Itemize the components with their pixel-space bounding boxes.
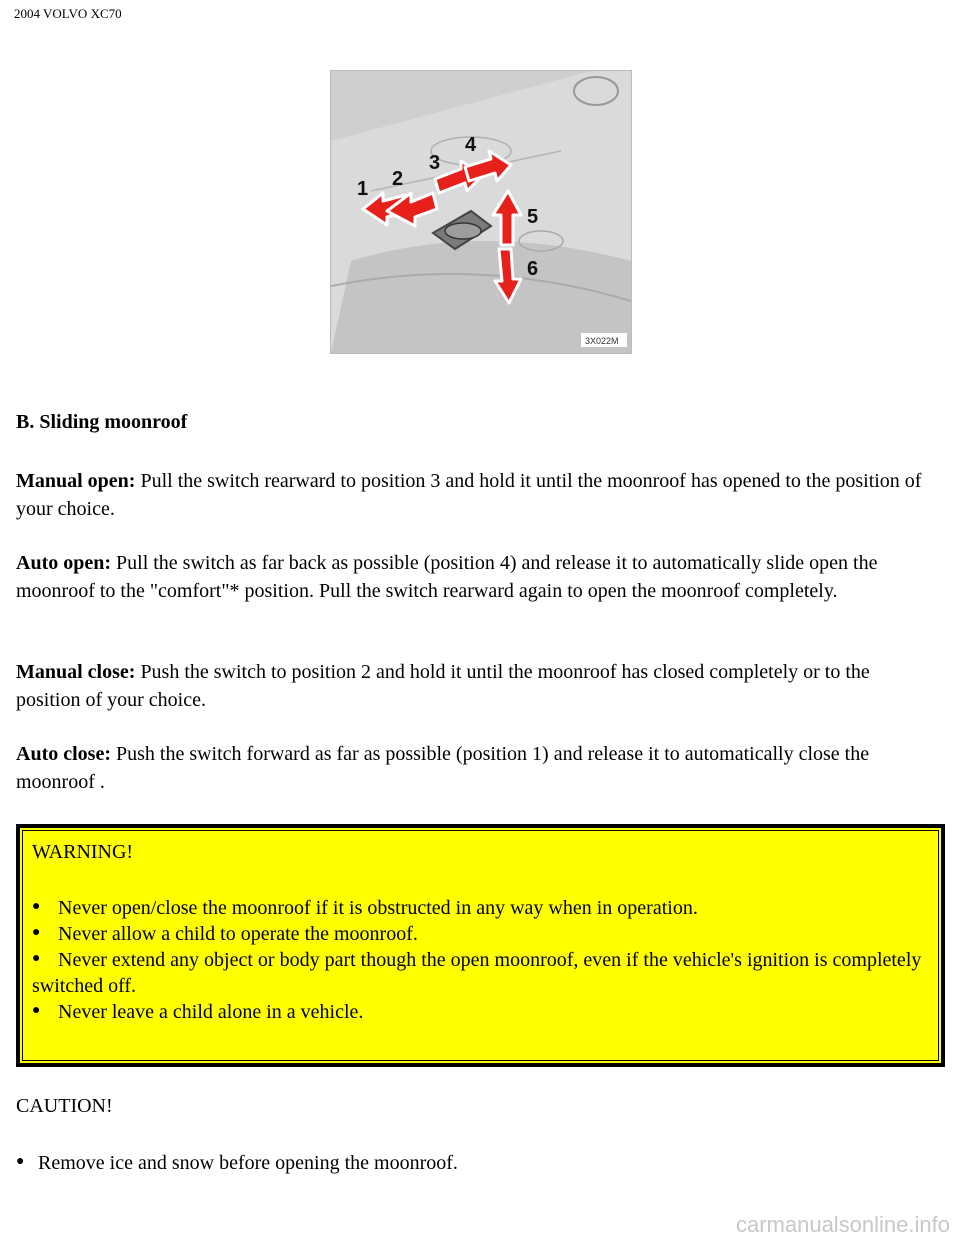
warning-item — [32, 895, 932, 921]
paragraph-label: Auto open: — [16, 552, 112, 574]
warning-box — [16, 824, 945, 1067]
paragraph-label: Manual close: — [16, 661, 136, 683]
paragraph-text: Pull the switch rearward to position 3 and hold it until the moonroof has opened to the position of your choice. — [16, 470, 922, 520]
warning-item — [32, 921, 932, 947]
warning-item — [32, 947, 932, 999]
paragraph-auto-open — [16, 549, 936, 605]
paragraph-text: Push the switch forward as far as possible (position 1) and release it to automatically close the moonroof . — [16, 743, 870, 793]
figure-label-6: 6 — [527, 258, 539, 280]
document-header: 2004 VOLVO XC70 — [14, 6, 122, 21]
bullet-icon: ● — [32, 925, 41, 940]
caution-item — [16, 1152, 458, 1175]
warning-box-inner — [22, 830, 939, 1061]
paragraph-text: Push the switch to position 2 and hold it until the moonroof has closed completely or to the position of your choice. — [16, 661, 870, 711]
warning-item — [32, 999, 932, 1025]
figure-label-3: 3 — [429, 152, 441, 174]
caution-item-text: Remove ice and snow before opening the moonroof. — [38, 1152, 458, 1174]
paragraph-manual-open — [16, 467, 936, 523]
paragraph-text: Pull the switch as far back as possible (position 4) and release it to automatically slide open the moonroof to the "comfort"* position. Pull the switch rearward again to open the moonroof completely. — [16, 552, 878, 602]
paragraph-label: Manual open: — [16, 470, 136, 492]
warning-title: WARNING! — [32, 841, 134, 863]
warning-item-text: Never allow a child to operate the moonroof. — [58, 923, 418, 945]
bullet-icon: ● — [32, 1003, 41, 1018]
figure-label-4: 4 — [465, 134, 477, 156]
caution-title: CAUTION! — [16, 1095, 113, 1117]
bullet-icon: ● — [16, 1154, 25, 1169]
figure-label-2: 2 — [392, 168, 404, 190]
warning-item-text: Never extend any object or body part though the open moonroof, even if the vehicle's ignition is completely switched off. — [32, 949, 922, 997]
paragraph-manual-close — [16, 658, 936, 714]
figure-label-5: 5 — [527, 206, 539, 228]
figure-label-1: 1 — [357, 178, 369, 200]
warning-list — [32, 895, 932, 1025]
warning-item-text: Never open/close the moonroof if it is obstructed in any way when in operation. — [58, 897, 698, 919]
section-title: B. Sliding moonroof — [16, 411, 188, 433]
warning-item-text: Never leave a child alone in a vehicle. — [58, 1001, 364, 1023]
moonroof-switch-illustration — [330, 70, 632, 354]
paragraph-auto-close — [16, 740, 936, 796]
paragraph-label: Auto close: — [16, 743, 111, 765]
watermark: carmanualsonline.info — [735, 1212, 950, 1237]
bullet-icon: ● — [32, 899, 41, 914]
bullet-icon: ● — [32, 951, 41, 966]
figure-code: 3X022M — [585, 336, 619, 346]
